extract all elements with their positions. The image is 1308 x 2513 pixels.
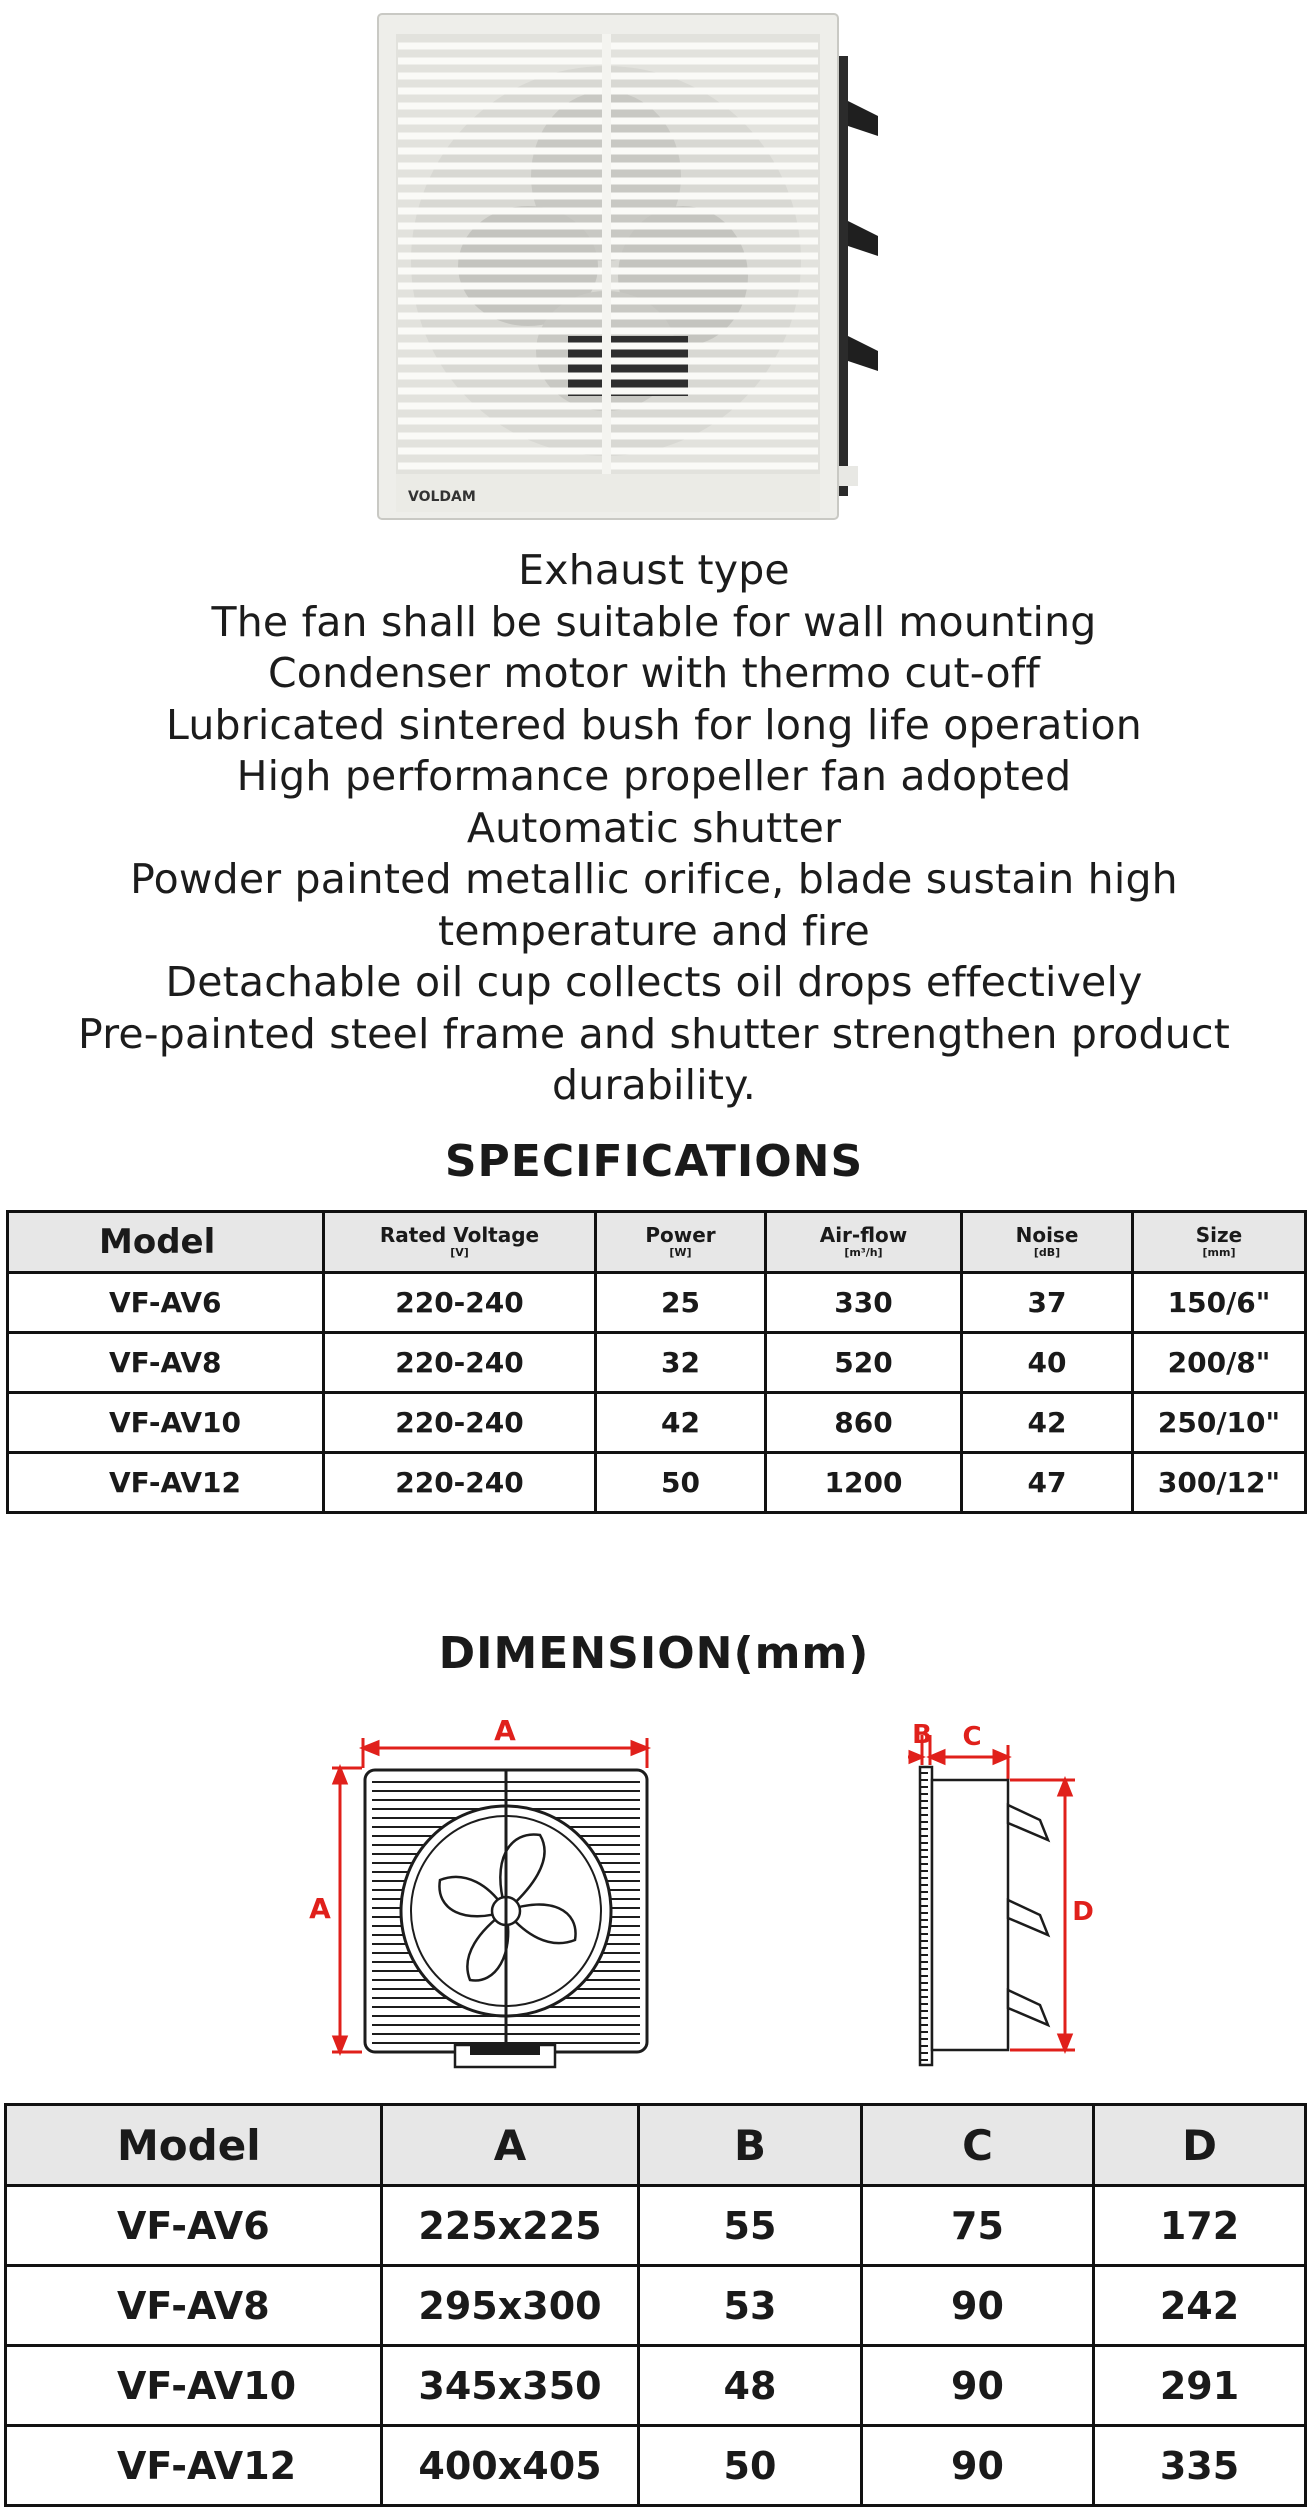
cell-noise: 37 — [962, 1273, 1133, 1333]
cell-voltage: 220-240 — [324, 1453, 596, 1513]
cell-c: 90 — [862, 2346, 1094, 2426]
header-a: A — [382, 2105, 639, 2186]
header-d: D — [1094, 2105, 1306, 2186]
cell-b: 53 — [639, 2266, 862, 2346]
table-row — [8, 1273, 1306, 1333]
cell-c: 90 — [862, 2266, 1094, 2346]
table-header-row — [8, 1212, 1306, 1273]
cell-noise: 40 — [962, 1333, 1133, 1393]
table-row — [6, 2426, 1306, 2506]
cell-b: 48 — [639, 2346, 862, 2426]
table-row — [8, 1333, 1306, 1393]
header-power: Power [W] — [596, 1212, 766, 1273]
dimension-table — [4, 2103, 1307, 2507]
cell-a: 225x225 — [382, 2186, 639, 2266]
cell-noise: 42 — [962, 1393, 1133, 1453]
specifications-table — [6, 1210, 1307, 1514]
cell-a: 295x300 — [382, 2266, 639, 2346]
feature-line: Lubricated sintered bush for long life operation — [166, 700, 1142, 749]
cell-model: VF-AV12 — [6, 2426, 382, 2506]
header-c: C — [862, 2105, 1094, 2186]
cell-size: 300/12" — [1133, 1453, 1306, 1513]
table-row — [8, 1393, 1306, 1453]
cell-d: 172 — [1094, 2186, 1306, 2266]
cell-voltage: 220-240 — [324, 1333, 596, 1393]
feature-line: Powder painted metallic orifice, blade sustain high — [130, 855, 1178, 903]
cell-airflow: 330 — [766, 1273, 962, 1333]
cell-d: 335 — [1094, 2426, 1306, 2506]
cell-c: 75 — [862, 2186, 1094, 2266]
feature-line: temperature and fire — [438, 906, 870, 955]
header-size: Size [mm] — [1133, 1212, 1306, 1273]
dimension-title: DIMENSION(mm) — [438, 1628, 870, 1679]
cell-size: 150/6" — [1133, 1273, 1306, 1333]
cell-d: 291 — [1094, 2346, 1306, 2426]
table-row — [6, 2266, 1306, 2346]
cell-a: 345x350 — [382, 2346, 639, 2426]
cell-model: VF-AV12 — [8, 1453, 324, 1513]
feature-line: durability. — [552, 1061, 756, 1109]
cell-power: 32 — [596, 1333, 766, 1393]
feature-line: Detachable oil cup collects oil drops effectively — [165, 958, 1143, 1006]
product-image — [368, 6, 908, 526]
feature-line: Automatic shutter — [466, 803, 842, 852]
cell-a: 400x405 — [382, 2426, 639, 2506]
header-airflow: Air-flow [m³/h] — [766, 1212, 962, 1273]
feature-line: Exhaust type — [518, 546, 790, 594]
cell-voltage: 220-240 — [324, 1273, 596, 1333]
cell-model: VF-AV10 — [6, 2346, 382, 2426]
cell-noise: 47 — [962, 1453, 1133, 1513]
cell-d: 242 — [1094, 2266, 1306, 2346]
specifications-title: SPECIFICATIONS — [444, 1136, 864, 1187]
cell-voltage: 220-240 — [324, 1393, 596, 1453]
cell-c: 90 — [862, 2426, 1094, 2506]
label-a-side: A — [309, 1892, 331, 1925]
cell-model: VF-AV8 — [6, 2266, 382, 2346]
header-model: Model — [6, 2105, 382, 2186]
cell-model: VF-AV8 — [8, 1333, 324, 1393]
cell-size: 250/10" — [1133, 1393, 1306, 1453]
feature-list — [0, 545, 1308, 1112]
cell-power: 50 — [596, 1453, 766, 1513]
label-b: B — [912, 1720, 932, 1750]
cell-power: 42 — [596, 1393, 766, 1453]
table-row — [8, 1453, 1306, 1513]
table-row — [6, 2346, 1306, 2426]
front-view-diagram — [300, 1710, 670, 2070]
cell-b: 50 — [639, 2426, 862, 2506]
feature-line: High performance propeller fan adopted — [236, 752, 1072, 800]
header-b: B — [639, 2105, 862, 2186]
table-row — [6, 2186, 1306, 2266]
table-header-row — [6, 2105, 1306, 2186]
brand-label: VOLDAM — [408, 489, 476, 505]
header-noise: Noise [dB] — [962, 1212, 1133, 1273]
label-a-top: A — [494, 1714, 516, 1747]
label-c: C — [962, 1722, 982, 1752]
cell-airflow: 1200 — [766, 1453, 962, 1513]
header-voltage: Rated Voltage [V] — [324, 1212, 596, 1273]
feature-line: The fan shall be suitable for wall mounting — [211, 597, 1097, 646]
label-d: D — [1072, 1897, 1094, 1927]
cell-airflow: 520 — [766, 1333, 962, 1393]
header-model: Model — [8, 1212, 324, 1273]
cell-model: VF-AV6 — [8, 1273, 324, 1333]
cell-model: VF-AV6 — [6, 2186, 382, 2266]
cell-model: VF-AV10 — [8, 1393, 324, 1453]
cell-size: 200/8" — [1133, 1333, 1306, 1393]
feature-line: Condenser motor with thermo cut-off — [267, 649, 1041, 697]
side-view-diagram — [900, 1705, 1100, 2075]
feature-line: Pre-painted steel frame and shutter strengthen product — [78, 1009, 1230, 1058]
cell-power: 25 — [596, 1273, 766, 1333]
cell-b: 55 — [639, 2186, 862, 2266]
cell-airflow: 860 — [766, 1393, 962, 1453]
